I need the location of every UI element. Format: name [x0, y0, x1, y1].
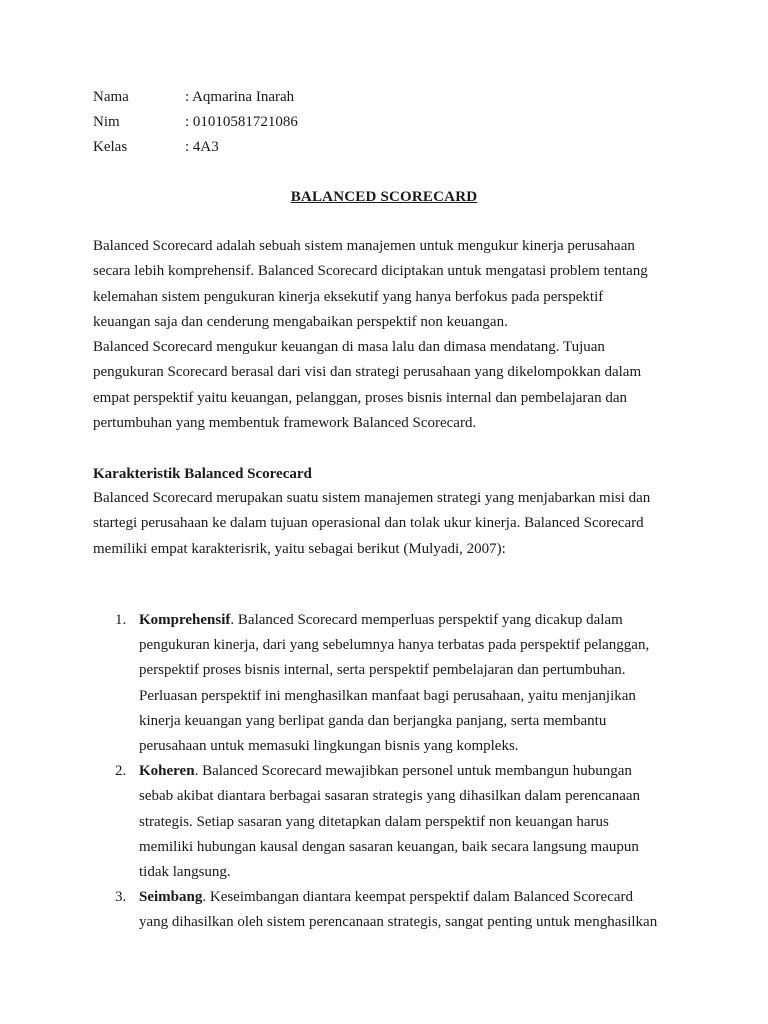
list-item-line: memiliki hubungan kausal dengan sasaran keuangan, baik secara langsung maupun — [139, 838, 639, 855]
paragraph-line: kelemahan sistem pengukuran kinerja eksekutif yang hanya berfokus pada perspektif — [93, 288, 604, 305]
list-item-term: Komprehensif — [139, 612, 231, 628]
list-item-text: . Balanced Scorecard mewajibkan personel untuk membangun hubungan — [194, 763, 632, 780]
list-item-line: perspektif proses bisnis internal, serta perspektif pembelajaran dan pertumbuhan. — [139, 662, 626, 679]
list-number: 1. — [115, 612, 127, 628]
list-item-first-line — [139, 759, 685, 784]
list-item-term: Seimbang — [139, 889, 203, 906]
paragraph-line: pertumbuhan yang membentuk framework Balanced Scorecard. — [93, 414, 477, 431]
list-item-line: kinerja keuangan yang berlipat ganda dan berjangka panjang, serta membantu — [139, 712, 607, 729]
paragraph-line: empat perspektif yaitu keuangan, pelanggan, proses bisnis internal dan pembelajaran dan — [93, 389, 627, 406]
identity-label: Kelas — [93, 139, 128, 155]
paragraph-line: secara lebih komprehensif. Balanced Scorecard diciptakan untuk mengatasi problem tentang — [93, 263, 648, 280]
identity-row-kelas — [93, 137, 219, 157]
identity-label: Nim — [93, 114, 120, 130]
identity-value: : 4A3 — [185, 139, 219, 155]
list-number: 2. — [115, 763, 127, 780]
list-item-line: pengukuran kinerja, dari yang sebelumnya hanya terbatas pada perspektif pelanggan, — [139, 637, 650, 654]
list-item-line: perusahaan untuk memasuki lingkungan bisnis yang kompleks. — [139, 738, 519, 755]
list-number: 3. — [115, 889, 127, 906]
paragraph-line: memiliki empat karakterisrik, yaitu sebagai berikut (Mulyadi, 2007): — [93, 540, 506, 557]
identity-row-nim — [93, 112, 298, 132]
characteristics-list — [115, 608, 685, 936]
list-item-term: Koheren — [139, 763, 195, 780]
list-item-first-line — [139, 608, 685, 633]
paragraph-line: Balanced Scorecard adalah sebuah sistem manajemen untuk mengukur kinerja perusahaan — [93, 238, 635, 254]
list-item — [115, 885, 685, 935]
identity-row-nama — [93, 87, 294, 107]
list-item-line: strategis. Setiap sasaran yang ditetapkan dalam perspektif non keuangan harus — [139, 813, 609, 830]
identity-label: Nama — [93, 89, 129, 105]
paragraph-line: Balanced Scorecard merupakan suatu sistem manajemen strategi yang menjabarkan misi dan — [93, 490, 651, 506]
list-item — [115, 759, 685, 885]
intro-paragraph-2 — [93, 335, 683, 436]
section-paragraph — [93, 486, 683, 562]
list-item-line: yang dihasilkan oleh sistem perencanaan strategis, sangat penting untuk menghasilkan — [139, 914, 658, 931]
paragraph-line: keuangan saja dan cenderung mengabaikan perspektif non keuangan. — [93, 313, 508, 330]
section-heading: Karakteristik Balanced Scorecard — [93, 466, 312, 482]
identity-value: : Aqmarina Inarah — [185, 89, 295, 105]
list-item-text: . Keseimbangan diantara keempat perspektif dalam Balanced Scorecard — [202, 889, 634, 906]
list-item — [115, 608, 685, 759]
list-item-line: Perluasan perspektif ini menghasilkan manfaat bagi perusahaan, yaitu menjanjikan — [139, 687, 636, 704]
list-item-line: tidak langsung. — [139, 864, 231, 881]
intro-paragraph-1 — [93, 234, 683, 335]
list-item-first-line — [139, 885, 685, 910]
list-item-line: sebab akibat diantara berbagai sasaran strategis yang dihasilkan dalam perencanaan — [139, 788, 641, 805]
paragraph-line: Balanced Scorecard mengukur keuangan di masa lalu dan dimasa mendatang. Tujuan — [93, 339, 605, 355]
list-item-text: . Balanced Scorecard memperluas perspektif yang dicakup dalam — [230, 612, 623, 628]
document-title: BALANCED SCORECARD — [290, 189, 478, 205]
paragraph-line: pengukuran Scorecard berasal dari visi dan strategi perusahaan yang dikelompokkan dalam — [93, 364, 642, 381]
identity-value: : 01010581721086 — [185, 114, 298, 130]
paragraph-line: startegi perusahaan ke dalam tujuan operasional dan tolak ukur kinerja. Balanced Scorecard — [93, 515, 644, 532]
